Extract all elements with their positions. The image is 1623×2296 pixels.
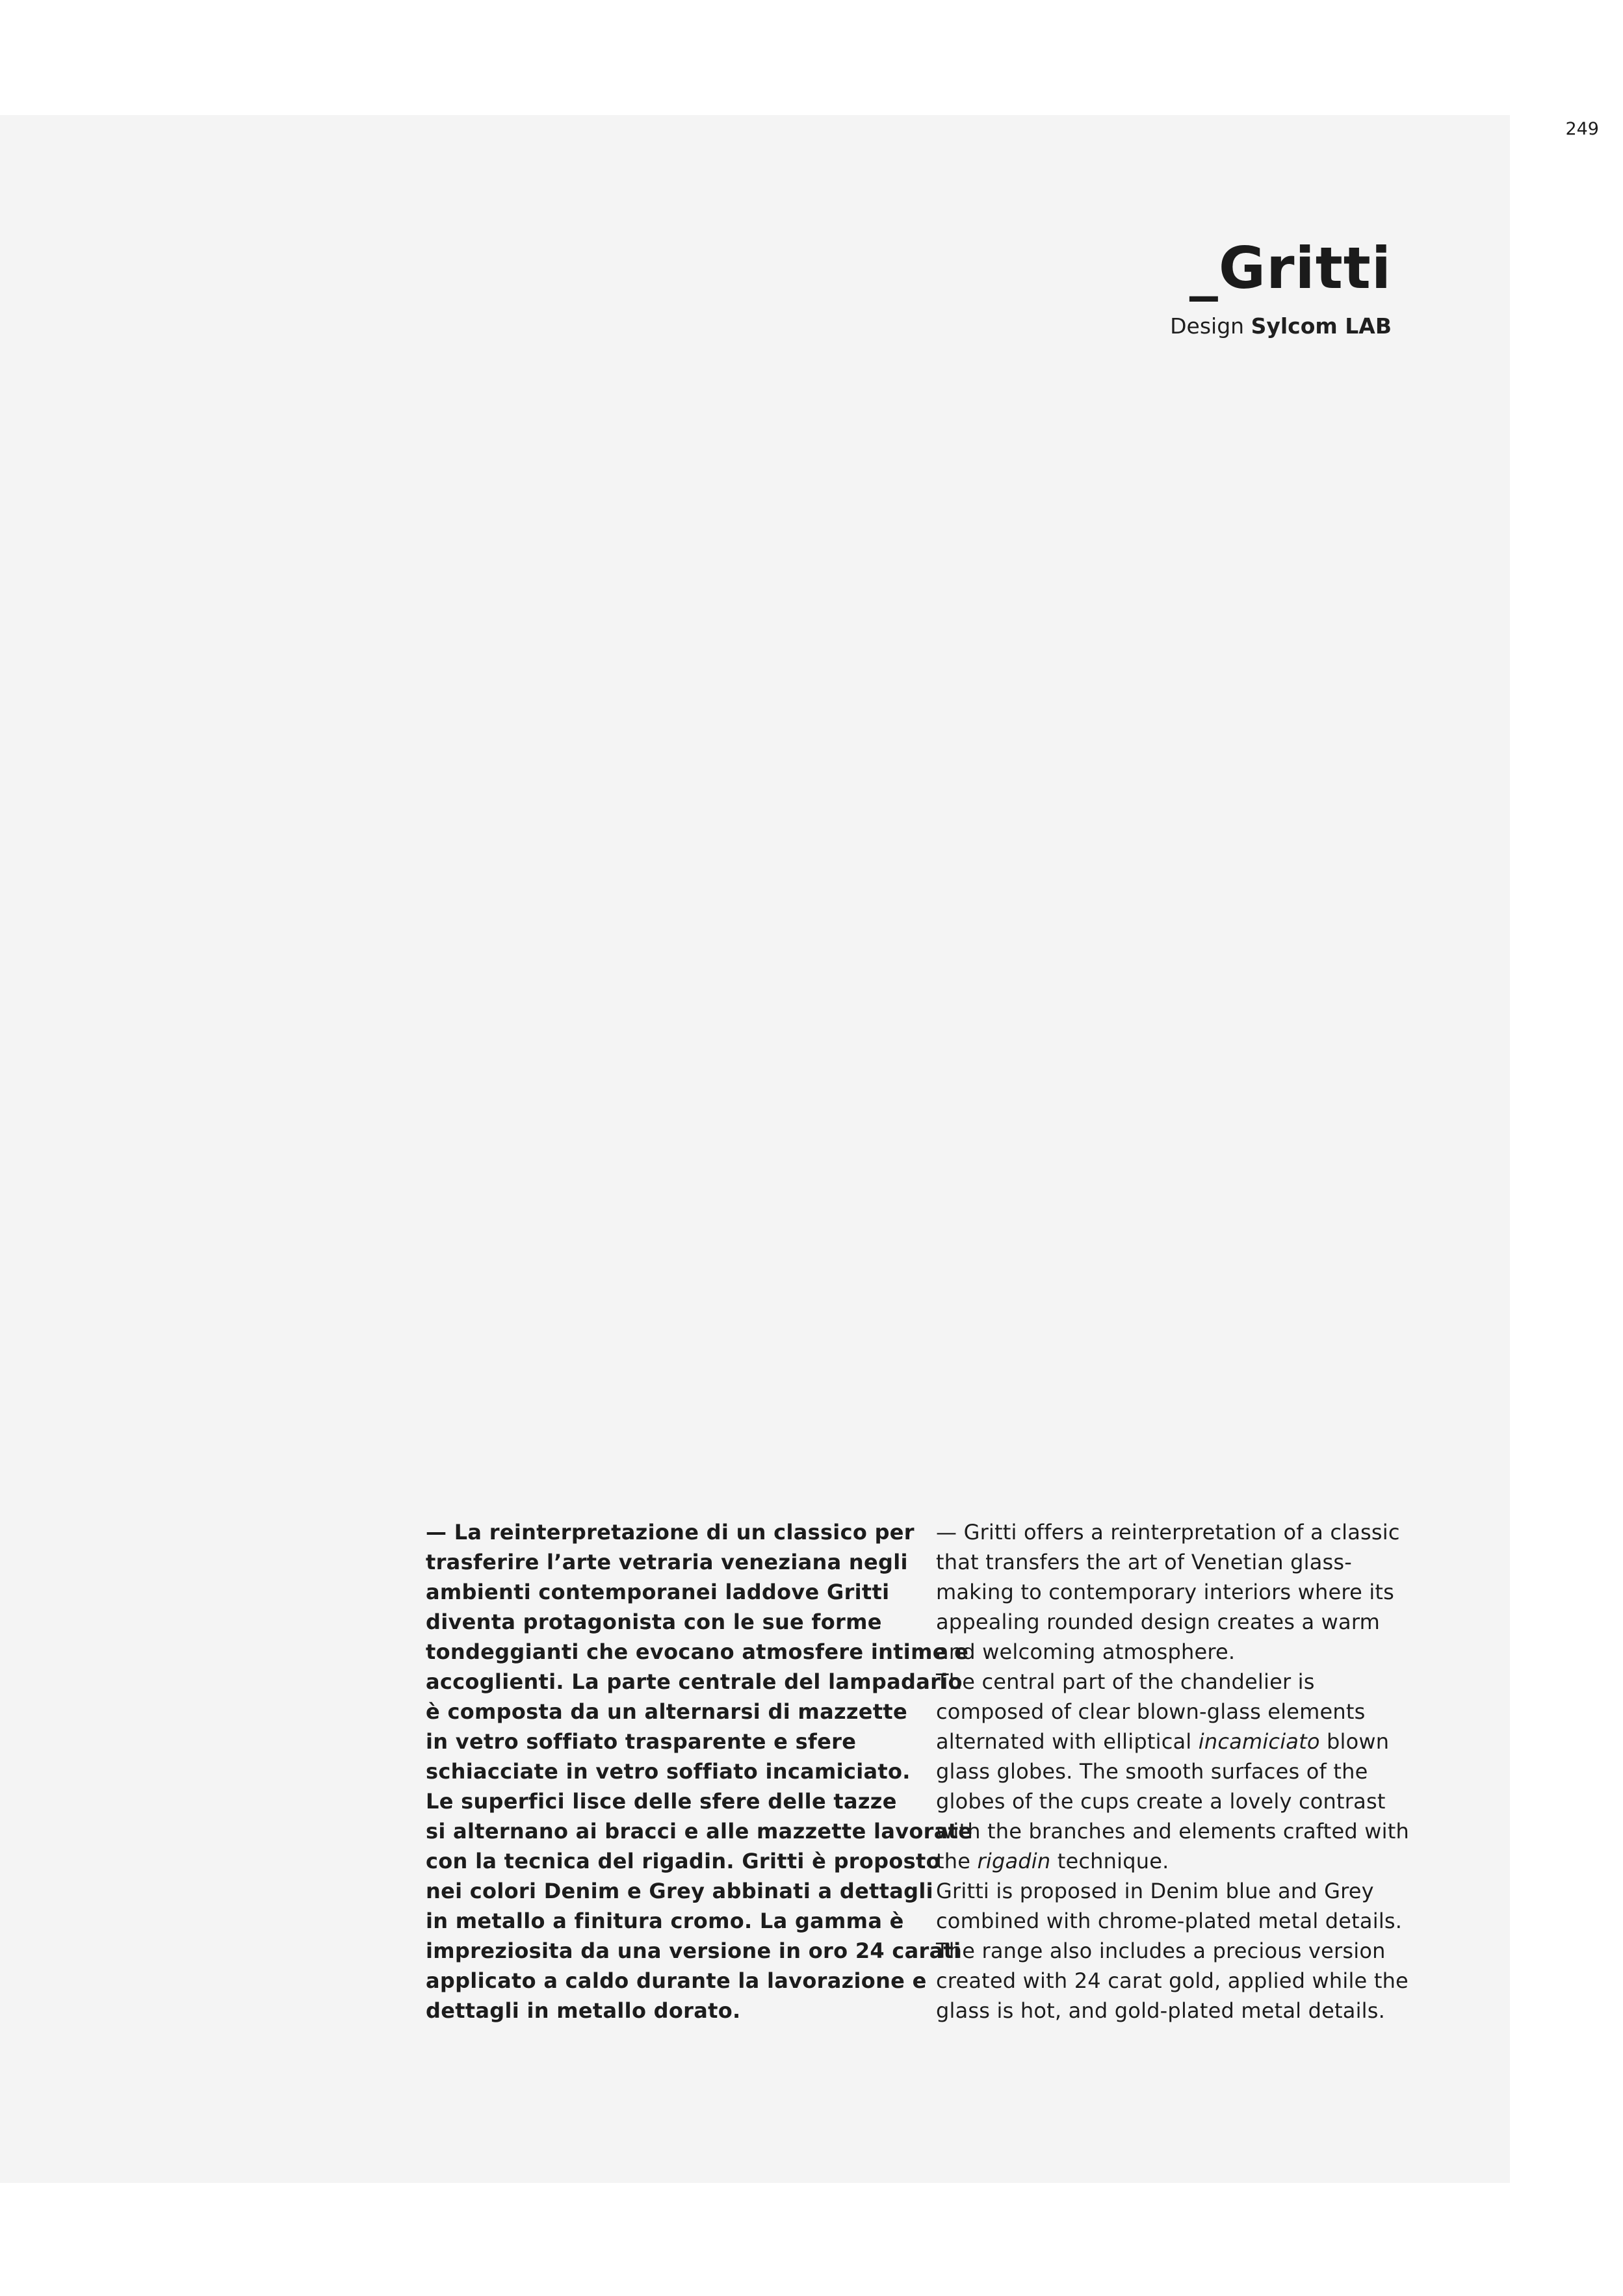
text-line: tondeggianti che evocano atmosfere intime e (426, 1639, 969, 1664)
text-line (936, 1846, 1394, 1876)
text-line: nei colori Denim e Grey abbinati a dettagli (426, 1879, 933, 1903)
designer-prefix: Design (1170, 313, 1245, 339)
page-number: 249 (1565, 119, 1599, 139)
text-line: making to contemporary interiors where its (936, 1580, 1395, 1604)
english-description (936, 1517, 1409, 2026)
text-segment: technique. (1050, 1849, 1169, 1873)
text-line: trasferire l’arte vetraria veneziana negli (426, 1550, 908, 1574)
text-line: diventa protagonista con le sue forme (426, 1610, 882, 1634)
text-line: — La reinterpretazione di un classico per (426, 1520, 915, 1545)
text-line: applicato a caldo durante la lavorazione e (426, 1968, 927, 1993)
text-line: The central part of the chandelier is (936, 1669, 1315, 1694)
text-line: Le superfici lisce delle sfere delle tazze (426, 1789, 897, 1814)
text-line: dettagli in metallo dorato. (426, 1998, 741, 2023)
text-line: glass globes. The smooth surfaces of the (936, 1759, 1368, 1784)
italic-term: incamiciato (1198, 1729, 1320, 1754)
text-segment: the (936, 1849, 978, 1873)
text-line: ambienti contemporanei laddove Gritti (426, 1580, 890, 1604)
text-segment: blown (1319, 1729, 1390, 1754)
text-line: with the branches and elements crafted with (936, 1819, 1409, 1844)
text-line: con la tecnica del rigadin. Gritti è proposto (426, 1849, 941, 1873)
text-line: Gritti is proposed in Denim blue and Grey (936, 1879, 1374, 1903)
text-line: schiacciate in vetro soffiato incamiciato. (426, 1759, 911, 1784)
text-segment: alternated with elliptical (936, 1729, 1199, 1754)
designer-name: Sylcom LAB (1251, 313, 1392, 339)
text-line: appealing rounded design creates a warm (936, 1610, 1381, 1634)
text-line: glass is hot, and gold-plated metal details. (936, 1998, 1386, 2023)
italic-term: rigadin (977, 1849, 1051, 1873)
text-line: in metallo a finitura cromo. La gamma è (426, 1909, 904, 1933)
product-title: _Gritti (1189, 235, 1392, 302)
text-line: The range also includes a precious version (936, 1938, 1386, 1963)
designer-credit (1170, 312, 1392, 341)
text-line: si alternano ai bracci e alle mazzette lavorate (426, 1819, 973, 1844)
text-line: composed of clear blown-glass elements (936, 1699, 1366, 1724)
text-line: — Gritti offers a reinterpretation of a classic (936, 1520, 1400, 1545)
title-block (1170, 230, 1392, 341)
text-line: that transfers the art of Venetian glass- (936, 1550, 1353, 1574)
text-line: and welcoming atmosphere. (936, 1639, 1236, 1664)
text-line: globes of the cups create a lovely contrast (936, 1789, 1386, 1814)
text-line: combined with chrome-plated metal details. (936, 1909, 1403, 1933)
text-line: è composta da un alternarsi di mazzette (426, 1699, 908, 1724)
text-line: impreziosita da una versione in oro 24 carati (426, 1938, 961, 1963)
text-line: accoglienti. La parte centrale del lampadario (426, 1669, 963, 1694)
text-line (936, 1727, 1394, 1756)
text-line: created with 24 carat gold, applied while the (936, 1968, 1409, 1993)
text-line: in vetro soffiato trasparente e sfere (426, 1729, 857, 1754)
